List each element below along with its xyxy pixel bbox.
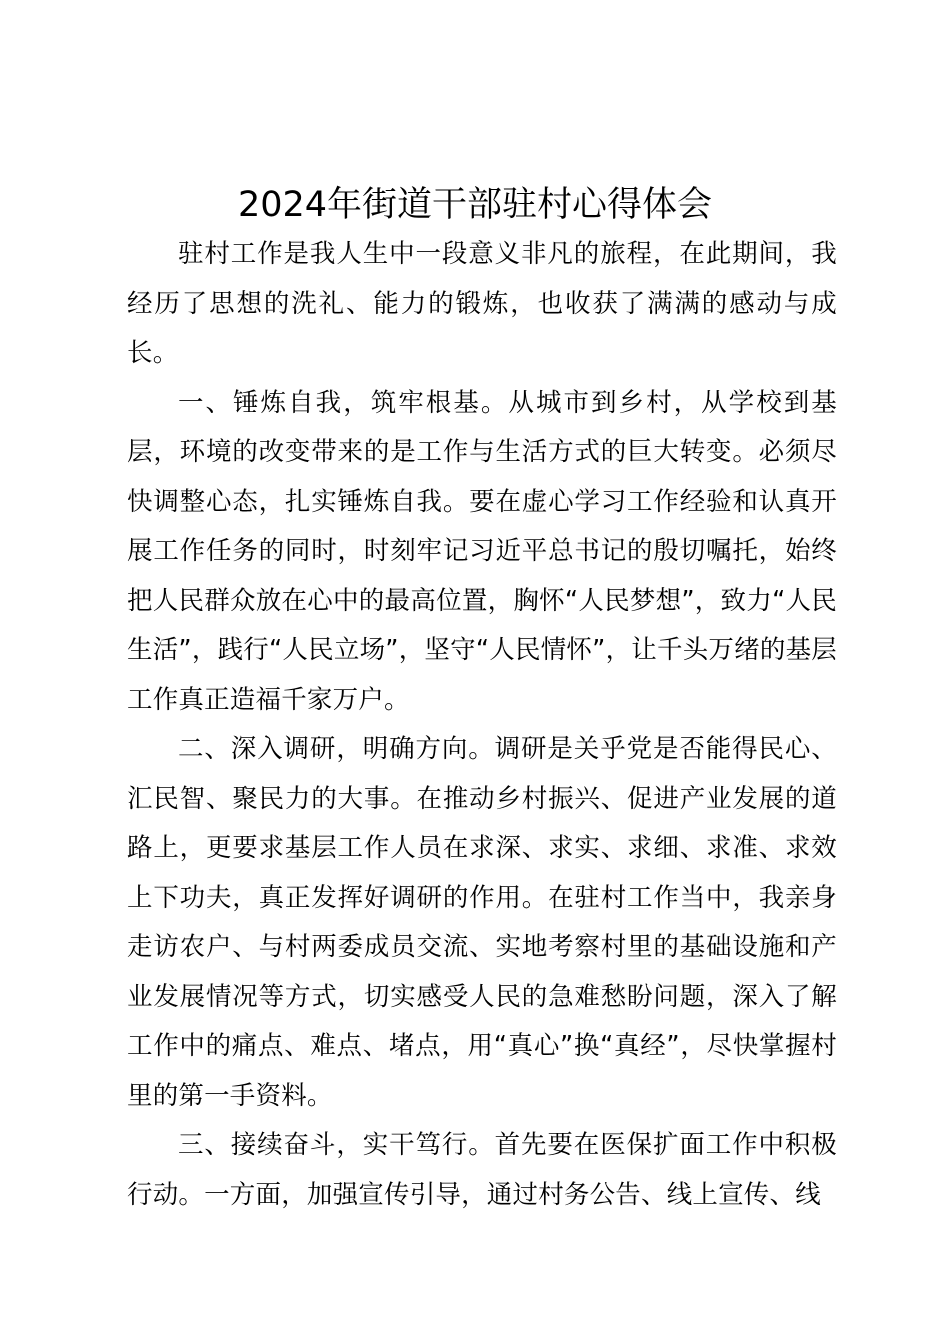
paragraph-section-2: 二、深入调研，明确方向。调研是关乎党是否能得民心、汇民智、聚民力的大事。在推动乡村振兴、促进产业发展的道路上，更要求基层工作人员在求深、求实、求细、求准、求效上下功夫，真正发挥好调研的作用。在驻村工作当中，我亲身走访农户、与村两委成员交流、实地考察村里的基础设施和产业发展情况等方式，切实感受人民的急难愁盼问题，深入了解工作中的痛点、难点、堵点，用“真心”换“真经”，尽快掌握村里的第一手资料。 <box>127 734 837 1111</box>
document-title: 2024年街道干部驻村心得体会 <box>237 185 713 225</box>
document-body <box>127 230 837 1220</box>
paragraph-intro: 驻村工作是我人生中一段意义非凡的旅程，在此期间，我经历了思想的洗礼、能力的锻炼，也收获了满满的感动与成长。 <box>127 239 837 368</box>
paragraph-section-3: 三、接续奋斗，实干笃行。首先要在医保扩面工作中积极行动。一方面，加强宣传引导，通过村务公告、线上宣传、线 <box>127 1130 837 1210</box>
paragraph-section-1: 一、锤炼自我，筑牢根基。从城市到乡村，从学校到基层，环境的改变带来的是工作与生活方式的巨大转变。必须尽快调整心态，扎实锤炼自我。要在虚心学习工作经验和认真开展工作任务的同时，时刻牢记习近平总书记的殷切嘱托，始终把人民群众放在心中的最高位置，胸怀“人民梦想”，致力“人民生活”，践行“人民立场”，坚守“人民情怀”，让千头万绪的基层工作真正造福千家万户。 <box>127 387 837 715</box>
